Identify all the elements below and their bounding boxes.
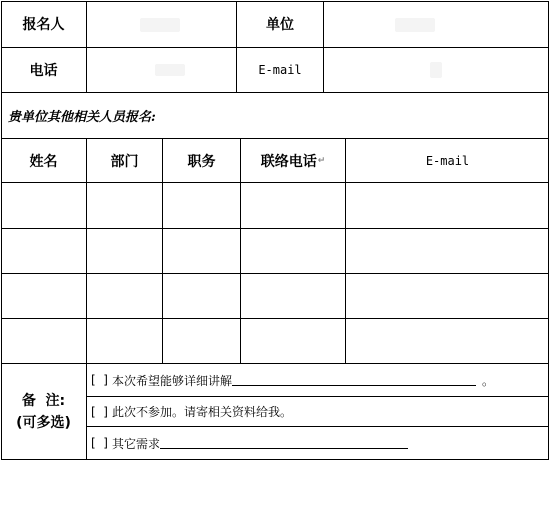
option-text: 本次希望能够详细讲解 (112, 373, 233, 388)
phone-field[interactable] (87, 48, 236, 92)
unit-field[interactable] (324, 1, 549, 47)
others-heading: 贵单位其他相关人员报名: (8, 110, 156, 125)
contact-name-label: 报名人 (22, 17, 65, 33)
table-cell[interactable] (87, 274, 162, 318)
remarks-label-title: 备 注: (21, 392, 66, 409)
email-field[interactable] (324, 48, 549, 92)
option-suffix: 。 (482, 373, 495, 388)
remark-option-other[interactable] (87, 427, 549, 459)
remark-option-detailed[interactable] (87, 364, 549, 396)
phone-label: 电话 (29, 63, 58, 79)
table-cell[interactable] (1, 183, 86, 228)
column-header-phone (241, 139, 345, 182)
table-cell[interactable] (241, 319, 345, 363)
email-label: E-mail (258, 63, 302, 77)
table-cell[interactable] (163, 183, 240, 228)
table-cell[interactable] (1, 229, 86, 273)
column-header-phone-text: 联络电话 (260, 153, 317, 170)
checkbox[interactable]: [ ] (91, 373, 108, 387)
table-cell[interactable] (1, 274, 86, 318)
table-cell[interactable] (163, 229, 240, 273)
table-cell[interactable] (163, 274, 240, 318)
option-text: 此次不参加。请寄相关资料给我。 (112, 405, 293, 419)
fill-in-line[interactable] (160, 437, 408, 449)
column-header-department: 部门 (110, 153, 139, 170)
table-cell[interactable] (346, 183, 549, 228)
remark-option-not-attending[interactable] (87, 397, 549, 426)
table-cell[interactable] (1, 319, 86, 363)
unit-label: 单位 (266, 17, 294, 33)
column-header-name: 姓名 (29, 153, 58, 170)
table-cell[interactable] (87, 229, 162, 273)
table-cell[interactable] (346, 274, 549, 318)
table-cell[interactable] (241, 274, 345, 318)
table-cell[interactable] (346, 319, 549, 363)
column-header-position: 职务 (187, 153, 216, 170)
remarks-label-hint: (可多选) (16, 414, 71, 431)
table-cell[interactable] (346, 229, 549, 273)
table-cell[interactable] (87, 183, 162, 228)
table-cell[interactable] (241, 229, 345, 273)
checkbox[interactable]: [ ] (91, 436, 108, 450)
checkbox[interactable]: [ ] (91, 404, 108, 419)
table-cell[interactable] (241, 183, 345, 228)
fill-in-line[interactable] (232, 374, 476, 386)
option-text: 其它需求 (112, 436, 161, 451)
table-cell[interactable] (87, 319, 162, 363)
paragraph-mark-icon: ↵ (317, 155, 326, 166)
table-cell[interactable] (163, 319, 240, 363)
remarks-label (1, 364, 86, 459)
column-header-email: E-mail (425, 153, 470, 168)
contact-name-field[interactable] (87, 1, 236, 47)
